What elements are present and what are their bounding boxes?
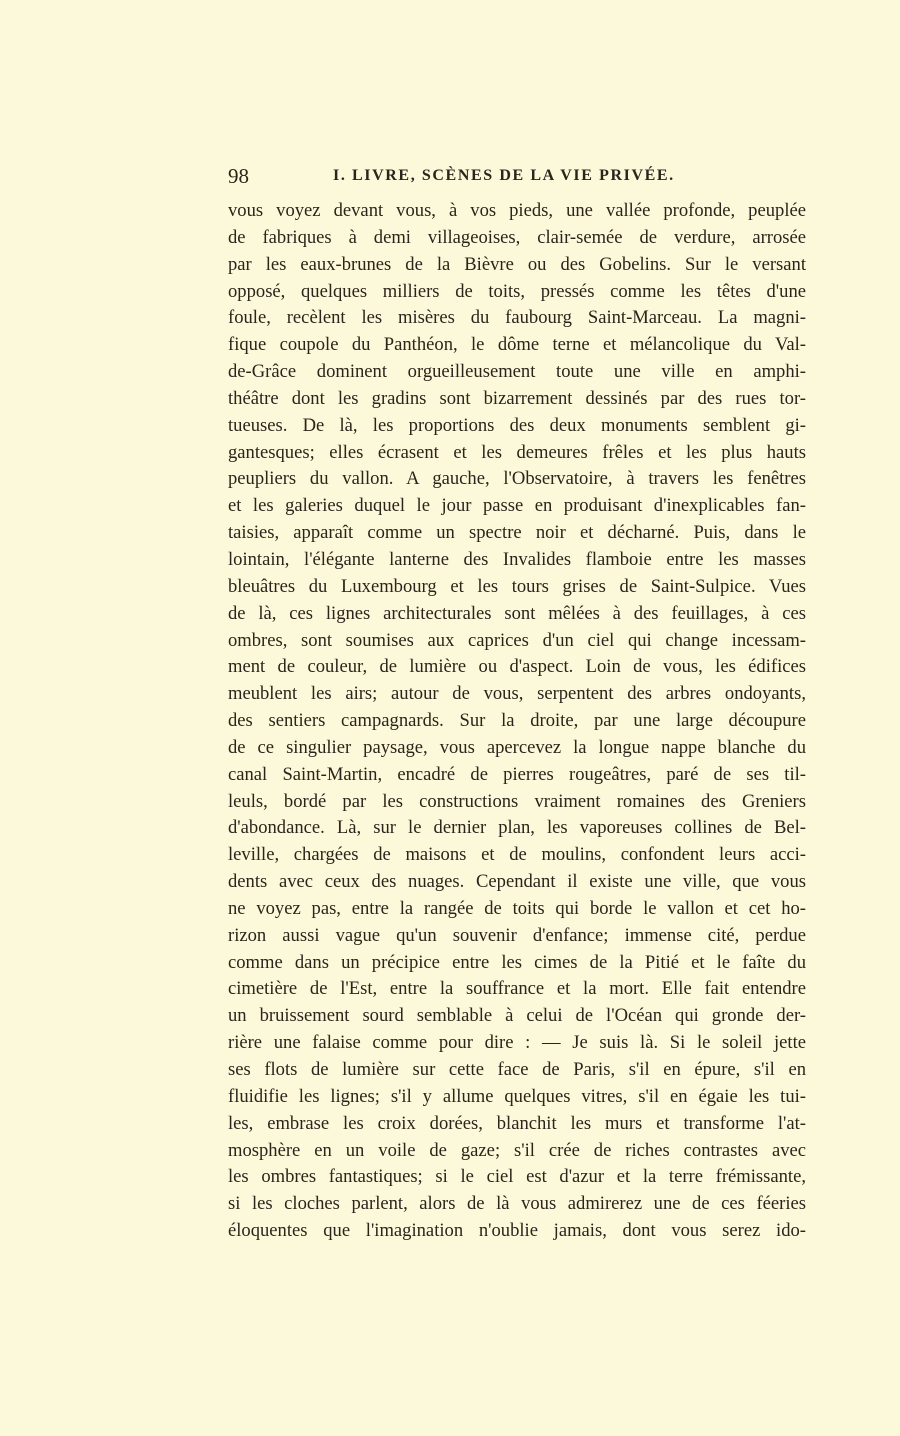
text-line: éloquentes que l'imagination n'oublie jamais, dont vous serez ido- [228,1220,806,1242]
text-line: mosphère en un voile de gaze; s'il crée de riches contrastes avec [228,1139,806,1161]
text-line: ne voyez pas, entre la rangée de toits qui borde le vallon et cet ho- [228,897,806,919]
running-head: I. LIVRE, SCÈNES DE LA VIE PRIVÉE. [333,167,675,184]
text-line: rière une falaise comme pour dire : — Je suis là. Si le soleil jette [228,1032,806,1054]
text-line: théâtre dont les gradins sont bizarrement dessinés par des rues tor- [228,387,806,409]
body-text [228,198,806,1245]
text-line: et les galeries duquel le jour passe en produisant d'inexplicables fan- [228,495,806,517]
page-header [228,164,708,192]
text-line: opposé, quelques milliers de toits, pressés comme les têtes d'une [228,280,806,302]
text-line: de là, ces lignes architecturales sont mêlées à des feuillages, à ces [228,602,806,624]
text-line: rizon aussi vague qu'un souvenir d'enfance; immense cité, perdue [228,924,806,946]
text-line: de fabriques à demi villageoises, clair-semée de verdure, arrosée [228,226,806,248]
text-line: foule, recèlent les misères du faubourg Saint-Marceau. La magni- [228,307,806,329]
text-line: vous voyez devant vous, à vos pieds, une vallée profonde, peuplée [228,200,806,221]
text-line: dents avec ceux des nuages. Cependant il existe une ville, que vous [228,871,806,893]
text-line: fluidifie les lignes; s'il y allume quelques vitres, s'il en égaie les tui- [228,1085,806,1107]
text-line: tueuses. De là, les proportions des deux monuments semblent gi- [228,414,806,436]
page-number: 98 [228,164,249,188]
text-line: gantesques; elles écrasent et les demeures frêles et les plus hauts [228,441,806,463]
text-line: leville, chargées de maisons et de moulins, confondent leurs acci- [228,844,806,866]
text-line: peupliers du vallon. A gauche, l'Observatoire, à travers les fenêtres [228,468,806,490]
text-line: leuls, bordé par les constructions vraiment romaines des Greniers [228,790,806,812]
text-line: meublent les airs; autour de vous, serpentent des arbres ondoyants, [228,683,806,705]
text-line: de-Grâce dominent orgueilleusement toute une ville en amphi- [228,361,806,383]
text-line: ses flots de lumière sur cette face de Paris, s'il en épure, s'il en [228,1059,806,1080]
text-line: si les cloches parlent, alors de là vous admirerez une de ces féeries [228,1193,806,1215]
text-line: des sentiers campagnards. Sur la droite, par une large découpure [228,710,806,732]
text-line: taisies, apparaît comme un spectre noir et décharné. Puis, dans le [228,522,806,544]
text-line: d'abondance. Là, sur le dernier plan, les vaporeuses collines de Bel- [228,817,806,839]
text-line: lointain, l'élégante lanterne des Invalides flamboie entre les masses [228,548,806,570]
text-line: ombres, sont soumises aux caprices d'un ciel qui change incessam- [228,629,806,651]
text-line: un bruissement sourd semblable à celui de l'Océan qui gronde der- [228,1005,806,1027]
text-line: comme dans un précipice entre les cimes de la Pitié et le faîte du [228,951,806,973]
text-line: les, embrase les croix dorées, blanchit les murs et transforme l'at- [228,1112,806,1134]
text-line: fique coupole du Panthéon, le dôme terne et mélancolique du Val- [228,334,806,356]
text-line: les ombres fantastiques; si le ciel est d'azur et la terre frémissante, [228,1166,806,1188]
text-line: de ce singulier paysage, vous apercevez la longue nappe blanche du [228,736,806,758]
text-line: bleuâtres du Luxembourg et les tours grises de Saint-Sulpice. Vues [228,575,806,597]
text-line: ment de couleur, de lumière ou d'aspect. Loin de vous, les édifices [228,656,806,678]
text-line: par les eaux-brunes de la Bièvre ou des Gobelins. Sur le versant [228,253,806,275]
text-line: cimetière de l'Est, entre la souffrance et la mort. Elle fait entendre [228,978,806,1000]
text-line: canal Saint-Martin, encadré de pierres rougeâtres, paré de ses til- [228,763,806,785]
